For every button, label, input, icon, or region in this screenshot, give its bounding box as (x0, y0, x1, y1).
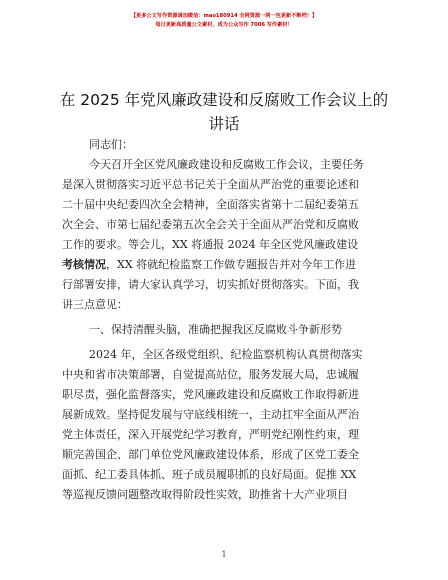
page-number: 1 (221, 550, 227, 559)
paragraph-1-line-4: 次全会、市第七届纪委第五次全会关于全面从严治党和反腐败 (62, 218, 359, 231)
paragraph-2-line-4: 展新成效。坚持促发展与守底线相统一，主动扛牢全面从严治 (62, 408, 359, 421)
paragraph-2-line-3: 职尽责，强化监督落实，党风廉政建设和反腐败工作取得新进 (62, 388, 359, 401)
paragraph-1-line-5: 工作的要求。等会儿，XX 将通报 2024 年全区党风廉政建设 (62, 238, 359, 251)
paragraph-2-line-8: 等巡视反馈问题整改取得阶段性实效，助推省十大产业项目 (62, 488, 348, 501)
promo-banner-line-2: 每日更新高质量公文素材，成为公众写作 7006 写作素材！ (155, 22, 293, 28)
doc-title-line-2: 讲话 (208, 115, 240, 133)
paragraph-2-line-1: 2024 年，全区各级党组织、纪检监察机构认真贯彻落实 (89, 348, 363, 361)
paragraph-2-line-2: 中央和省市决策部署，自觉提高站位，服务发展大局，忠诚履 (62, 368, 359, 381)
paragraph-1-line-6 (62, 257, 356, 272)
paragraph-1-line-1: 今天召开全区党风廉政建设和反腐败工作会议，主要任务 (89, 158, 364, 171)
paragraph-1-line-7: 行部署安排，请大家认真学习，切实抓好贯彻落实。下面，我 (62, 278, 359, 291)
paragraph-1-line-3: 二十届中央纪委四次全会精神，全面落实省第十二届纪委第五 (62, 198, 359, 211)
paragraph-2-line-6: 顺完善国企、部门单位党风廉政建设体系，形成了区党工委全 (62, 448, 359, 461)
doc-title-line-1: 在 2025 年党风廉政建设和反腐败工作会议上的 (59, 91, 389, 109)
paragraph-2-line-7: 面抓、纪工委具体抓、班子成员履职抓的良好局面。促推 XX (62, 468, 357, 481)
section-heading-1: 一、保持清醒头脑，准确把握我区反腐败斗争新形势 (89, 323, 342, 336)
salutation: 同志们： (89, 138, 133, 151)
promo-banner-line-1: 【更多公文写作资源请加微信：mao180914 全网资源一网一包更新不断档！】 (130, 13, 318, 19)
paragraph-1-line-2: 是深入贯彻落实习近平总书记关于全面从严治党的重要论述和 (62, 178, 359, 191)
paragraph-1-line-6-rest: ，XX 将就纪检监察工作做专题报告并对今年工作进 (106, 258, 357, 271)
paragraph-2-line-5: 党主体责任，深入开展党纪学习教育，严明党纪刚性约束，理 (62, 428, 359, 441)
paragraph-1-line-8: 讲三点意见： (62, 298, 128, 311)
bold-phrase: 考核情况 (62, 258, 106, 271)
